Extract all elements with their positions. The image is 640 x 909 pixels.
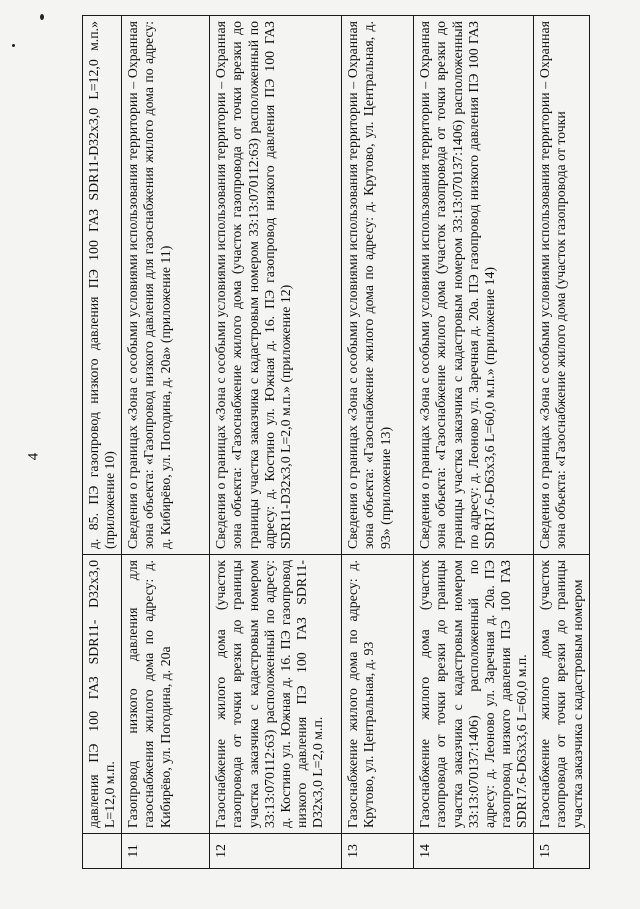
table-row bbox=[83, 16, 122, 869]
table-row bbox=[210, 16, 342, 869]
row-number: 12 bbox=[210, 834, 342, 869]
table-row bbox=[534, 16, 589, 869]
row-number: 14 bbox=[414, 834, 534, 869]
object-name-cell: Газоснабжение жилого дома (участок газопровода от точки врезки до границы участка заказчика с кадастровым номером 33:13:070137:1406) расположенный по адресу: д. Леоново ул. Заречная д. 20а. ПЭ газопровод низкого давления ПЭ 100 ГАЗ SDR17.6-D63x3,6 L=60,0 м.п. bbox=[414, 555, 534, 834]
table-row bbox=[414, 16, 534, 869]
scan-speck bbox=[12, 44, 15, 47]
scan-speck bbox=[40, 14, 44, 20]
object-name-cell: Газоснабжение жилого дома (участок газопровода от точки врезки до границы участка заказчика с кадастровым номером 33:13:070112:63) расположенный по адресу: д. Костино ул. Южная д. 16. ПЭ газопровод низкого давления ПЭ 100 ГАЗ SDR11-D32x3,0 L=2,0 м.п. bbox=[210, 555, 342, 834]
table-row bbox=[122, 16, 210, 869]
row-number: 15 bbox=[534, 834, 589, 869]
object-name-cell: давления ПЭ 100 ГАЗ SDR11- D32x3,0 L=12,0 м.п. bbox=[83, 555, 122, 834]
registry-table bbox=[82, 15, 590, 869]
table-row bbox=[342, 16, 414, 869]
row-number bbox=[83, 834, 122, 869]
rotated-page-content bbox=[82, 15, 585, 869]
zone-info-cell: Сведения о границах «Зона с особыми условиями использования территории – Охранная зона объекта: «Газоснабжение жилого дома (участок газопровода от точки врезки до границы участка заказчика с кадастровым номером 33:13:070137:1406) расположенный по адресу: д. Леоново ул. Заречная д. 20а. ПЭ газопровод низкого давления ПЭ 100 ГАЗ SDR17.6-D63x3,6 L=60,0 м.п.» (приложение 14) bbox=[414, 16, 534, 555]
row-number: 13 bbox=[342, 834, 414, 869]
zone-info-cell: Сведения о границах «Зона с особыми условиями использования территории – Охранная зона объекта: «Газоснабжение жилого дома по адресу: д. Крутово, ул. Центральная, д. 93» (приложение 13) bbox=[342, 16, 414, 555]
object-name-cell: Газоснабжение жилого дома (участок газопровода от точки врезки до границы участка заказчика с кадастровым номером bbox=[534, 555, 589, 834]
row-number: 11 bbox=[122, 834, 210, 869]
zone-info-cell: д. 85. ПЭ газопровод низкого давления ПЭ 100 ГАЗ SDR11-D32x3,0 L=12,0 м.п.» (приложение 10) bbox=[83, 16, 122, 555]
object-name-cell: Газопровод низкого давления для газоснабжения жилого дома по адресу: д. Кибирёво, ул. Погодина, д. 20а bbox=[122, 555, 210, 834]
zone-info-cell: Сведения о границах «Зона с особыми условиями использования территории – Охранная зона объекта: «Газоснабжение жилого дома (участок газопровода от точки bbox=[534, 16, 589, 555]
page-number: 4 bbox=[25, 452, 42, 461]
object-name-cell: Газоснабжение жилого дома по адресу: д. Крутово, ул. Центральная, д. 93 bbox=[342, 555, 414, 834]
zone-info-cell: Сведения о границах «Зона с особыми условиями использования территории – Охранная зона объекта: «Газоснабжение жилого дома (участок газопровода от точки врезки до границы участка заказчика с кадастровым номером 33:13:070112:63) расположенный по адресу: д. Костино ул. Южная д. 16. ПЭ газопровод низкого давления ПЭ 100 ГАЗ SDR11-D32x3,0 L=2,0 м.п.» (приложение 12) bbox=[210, 16, 342, 555]
zone-info-cell: Сведения о границах «Зона с особыми условиями использования территории – Охранная зона объекта: «Газопровод низкого давления для газоснабжения жилого дома по адресу: д. Кибирёво, ул. Погодина, д. 20а» (приложение 11) bbox=[122, 16, 210, 555]
